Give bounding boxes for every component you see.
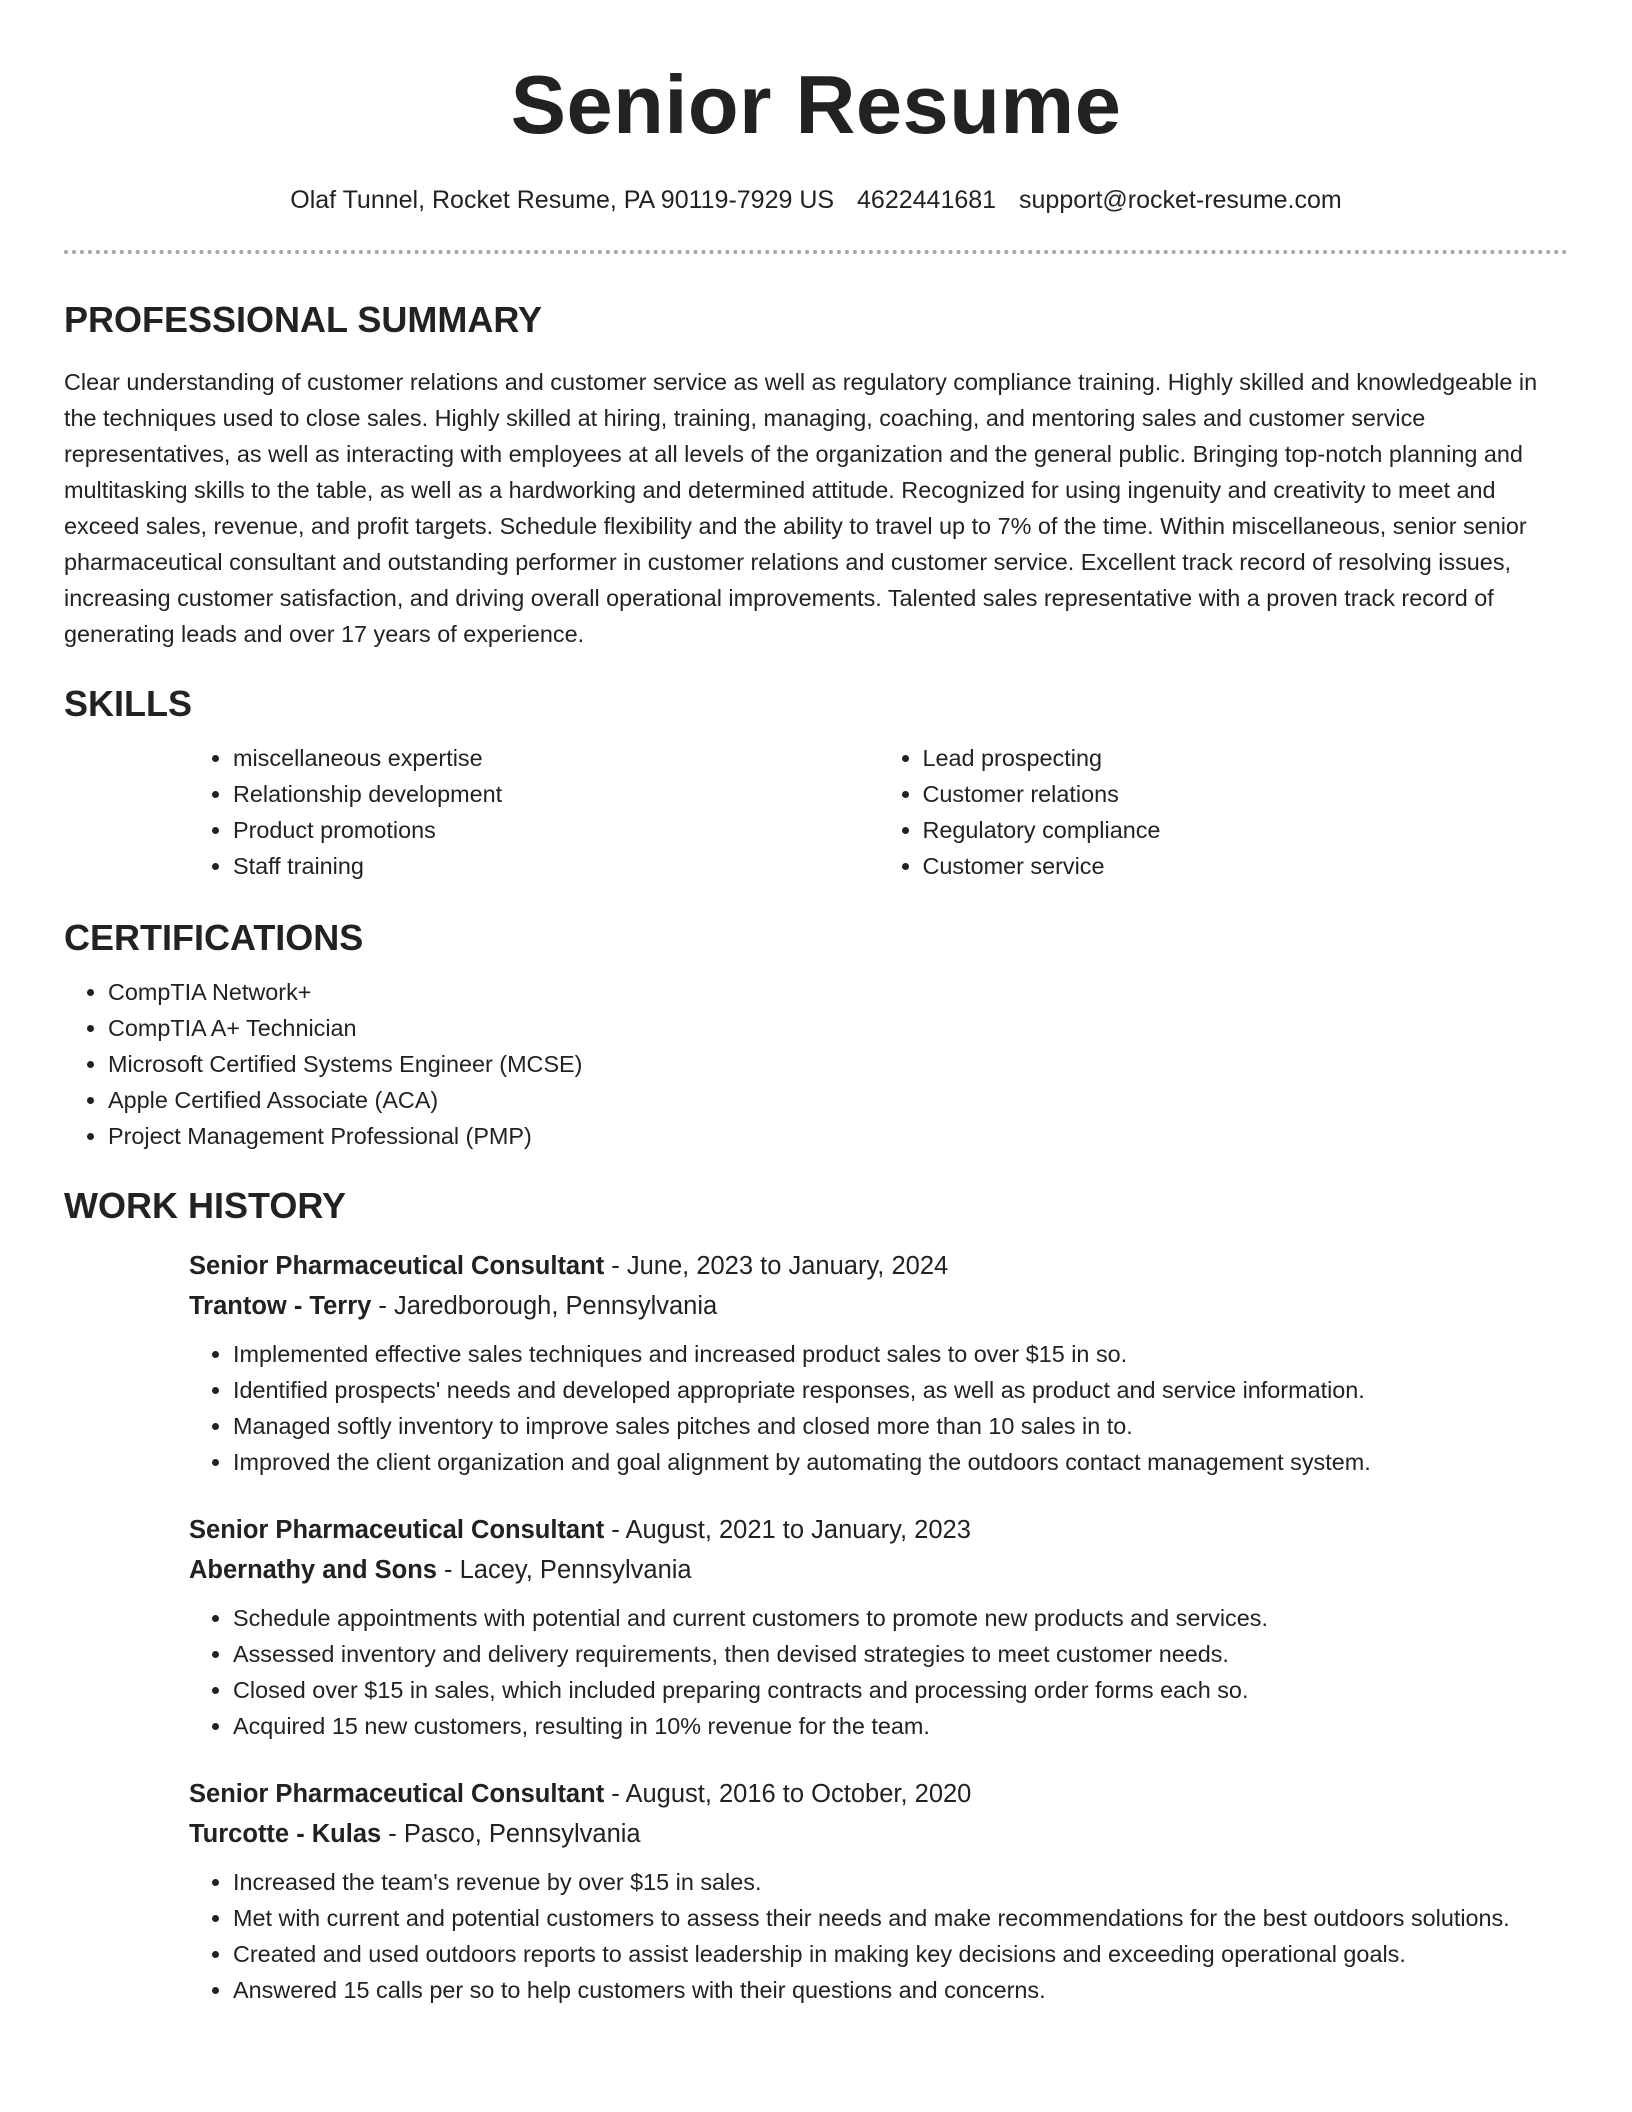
resume-title: Senior Resume <box>510 58 1122 151</box>
job-company: Abernathy and Sons <box>189 1556 437 1584</box>
work-history-section <box>64 1184 1568 2008</box>
job-dates: - August, 2021 to January, 2023 <box>604 1516 971 1544</box>
list-item: • CompTIA A+ Technician <box>108 1010 1568 1046</box>
contact-address: Olaf Tunnel, Rocket Resume, PA 90119-7929 US <box>290 186 835 214</box>
list-item: • Met with current and potential customers to assess their needs and make recommendations for the best outdoors solutions. <box>233 1900 1568 1936</box>
list-item: • Increased the team's revenue by over $15 in sales. <box>233 1864 1568 1900</box>
job-company-line <box>189 1814 1568 1854</box>
skills-columns <box>189 740 1568 884</box>
job-company: Trantow - Terry <box>189 1292 372 1320</box>
job-dates: - August, 2016 to October, 2020 <box>604 1780 972 1808</box>
contact-line <box>64 184 1568 216</box>
job-bullets <box>189 1864 1568 2008</box>
resume-page <box>64 0 1568 2008</box>
job-dates: - June, 2023 to January, 2024 <box>604 1252 949 1280</box>
list-item: • Project Management Professional (PMP) <box>108 1118 1568 1154</box>
job-company-line <box>189 1550 1568 1590</box>
skills-section <box>64 682 1568 884</box>
contact-phone: 4622441681 <box>857 186 997 214</box>
job-title-line <box>189 1246 1568 1286</box>
job-title-line <box>189 1774 1568 1814</box>
skills-list-left <box>189 740 879 884</box>
list-item: • Customer relations <box>923 776 1569 812</box>
summary-heading: PROFESSIONAL SUMMARY <box>64 299 543 340</box>
list-item: • CompTIA Network+ <box>108 974 1568 1010</box>
job-entry <box>189 1774 1568 2008</box>
skills-list-right <box>879 740 1569 884</box>
list-item: • miscellaneous expertise <box>233 740 879 776</box>
header-divider <box>64 250 1568 254</box>
list-item: • Apple Certified Associate (ACA) <box>108 1082 1568 1118</box>
job-company-line <box>189 1286 1568 1326</box>
list-item: • Product promotions <box>233 812 879 848</box>
list-item: • Improved the client organization and goal alignment by automating the outdoors contact management system. <box>233 1444 1568 1480</box>
list-item: • Lead prospecting <box>923 740 1569 776</box>
job-entry <box>189 1510 1568 1744</box>
job-bullets <box>189 1600 1568 1744</box>
list-item: • Identified prospects' needs and developed appropriate responses, as well as product and service information. <box>233 1372 1568 1408</box>
list-item: • Closed over $15 in sales, which included preparing contracts and processing order forms each so. <box>233 1672 1568 1708</box>
job-title: Senior Pharmaceutical Consultant <box>189 1516 605 1544</box>
job-company: Turcotte - Kulas <box>189 1820 382 1848</box>
job-title: Senior Pharmaceutical Consultant <box>189 1252 605 1280</box>
job-bullets <box>189 1336 1568 1480</box>
list-item: • Staff training <box>233 848 879 884</box>
job-title-line <box>189 1510 1568 1550</box>
job-title: Senior Pharmaceutical Consultant <box>189 1780 605 1808</box>
summary-text: Clear understanding of customer relations and customer service as well as regulatory compliance training. Highly skilled and knowledgeable in the techniques used to close sales. Highly skilled at hiring, training, managing, coaching, and mentoring sales and customer service representatives, as well as interacting with employees at all levels of the organization and the general public. Bringing top-notch planning and multitasking skills to the table, as well as a hardworking and determined attitude. Recognized for using ingenuity and creativity to meet and exceed sales, revenue, and profit targets. Schedule flexibility and the ability to travel up to 7% of the time. Within miscellaneous, senior senior pharmaceutical consultant and outstanding performer in customer relations and customer service. Excellent track record of resolving issues, increasing customer satisfaction, and driving overall operational improvements. Talented sales representative with a proven track record of generating leads and over 17 years of experience. <box>64 369 1538 647</box>
list-item: • Microsoft Certified Systems Engineer (MCSE) <box>108 1046 1568 1082</box>
job-entry <box>189 1246 1568 1480</box>
certifications-section <box>64 916 1568 1154</box>
list-item: • Created and used outdoors reports to assist leadership in making key decisions and exceeding operational goals. <box>233 1936 1568 1972</box>
list-item: • Acquired 15 new customers, resulting in 10% revenue for the team. <box>233 1708 1568 1744</box>
list-item: • Answered 15 calls per so to help customers with their questions and concerns. <box>233 1972 1568 2008</box>
list-item: • Assessed inventory and delivery requirements, then devised strategies to meet customer needs. <box>233 1636 1568 1672</box>
work-history-heading: WORK HISTORY <box>64 1185 347 1226</box>
list-item: • Regulatory compliance <box>923 812 1569 848</box>
list-item: • Relationship development <box>233 776 879 812</box>
certifications-heading: CERTIFICATIONS <box>64 917 364 958</box>
list-item: • Schedule appointments with potential and current customers to promote new products and services. <box>233 1600 1568 1636</box>
list-item: • Managed softly inventory to improve sales pitches and closed more than 10 sales in to. <box>233 1408 1568 1444</box>
job-location: - Lacey, Pennsylvania <box>436 1556 692 1584</box>
list-item: • Customer service <box>923 848 1569 884</box>
list-item: • Implemented effective sales techniques and increased product sales to over $15 in so. <box>233 1336 1568 1372</box>
summary-section <box>64 298 1568 652</box>
job-location: - Pasco, Pennsylvania <box>381 1820 641 1848</box>
contact-email: support@rocket-resume.com <box>1019 186 1342 214</box>
certifications-list <box>64 974 1568 1154</box>
skills-heading: SKILLS <box>64 683 193 724</box>
job-location: - Jaredborough, Pennsylvania <box>371 1292 718 1320</box>
